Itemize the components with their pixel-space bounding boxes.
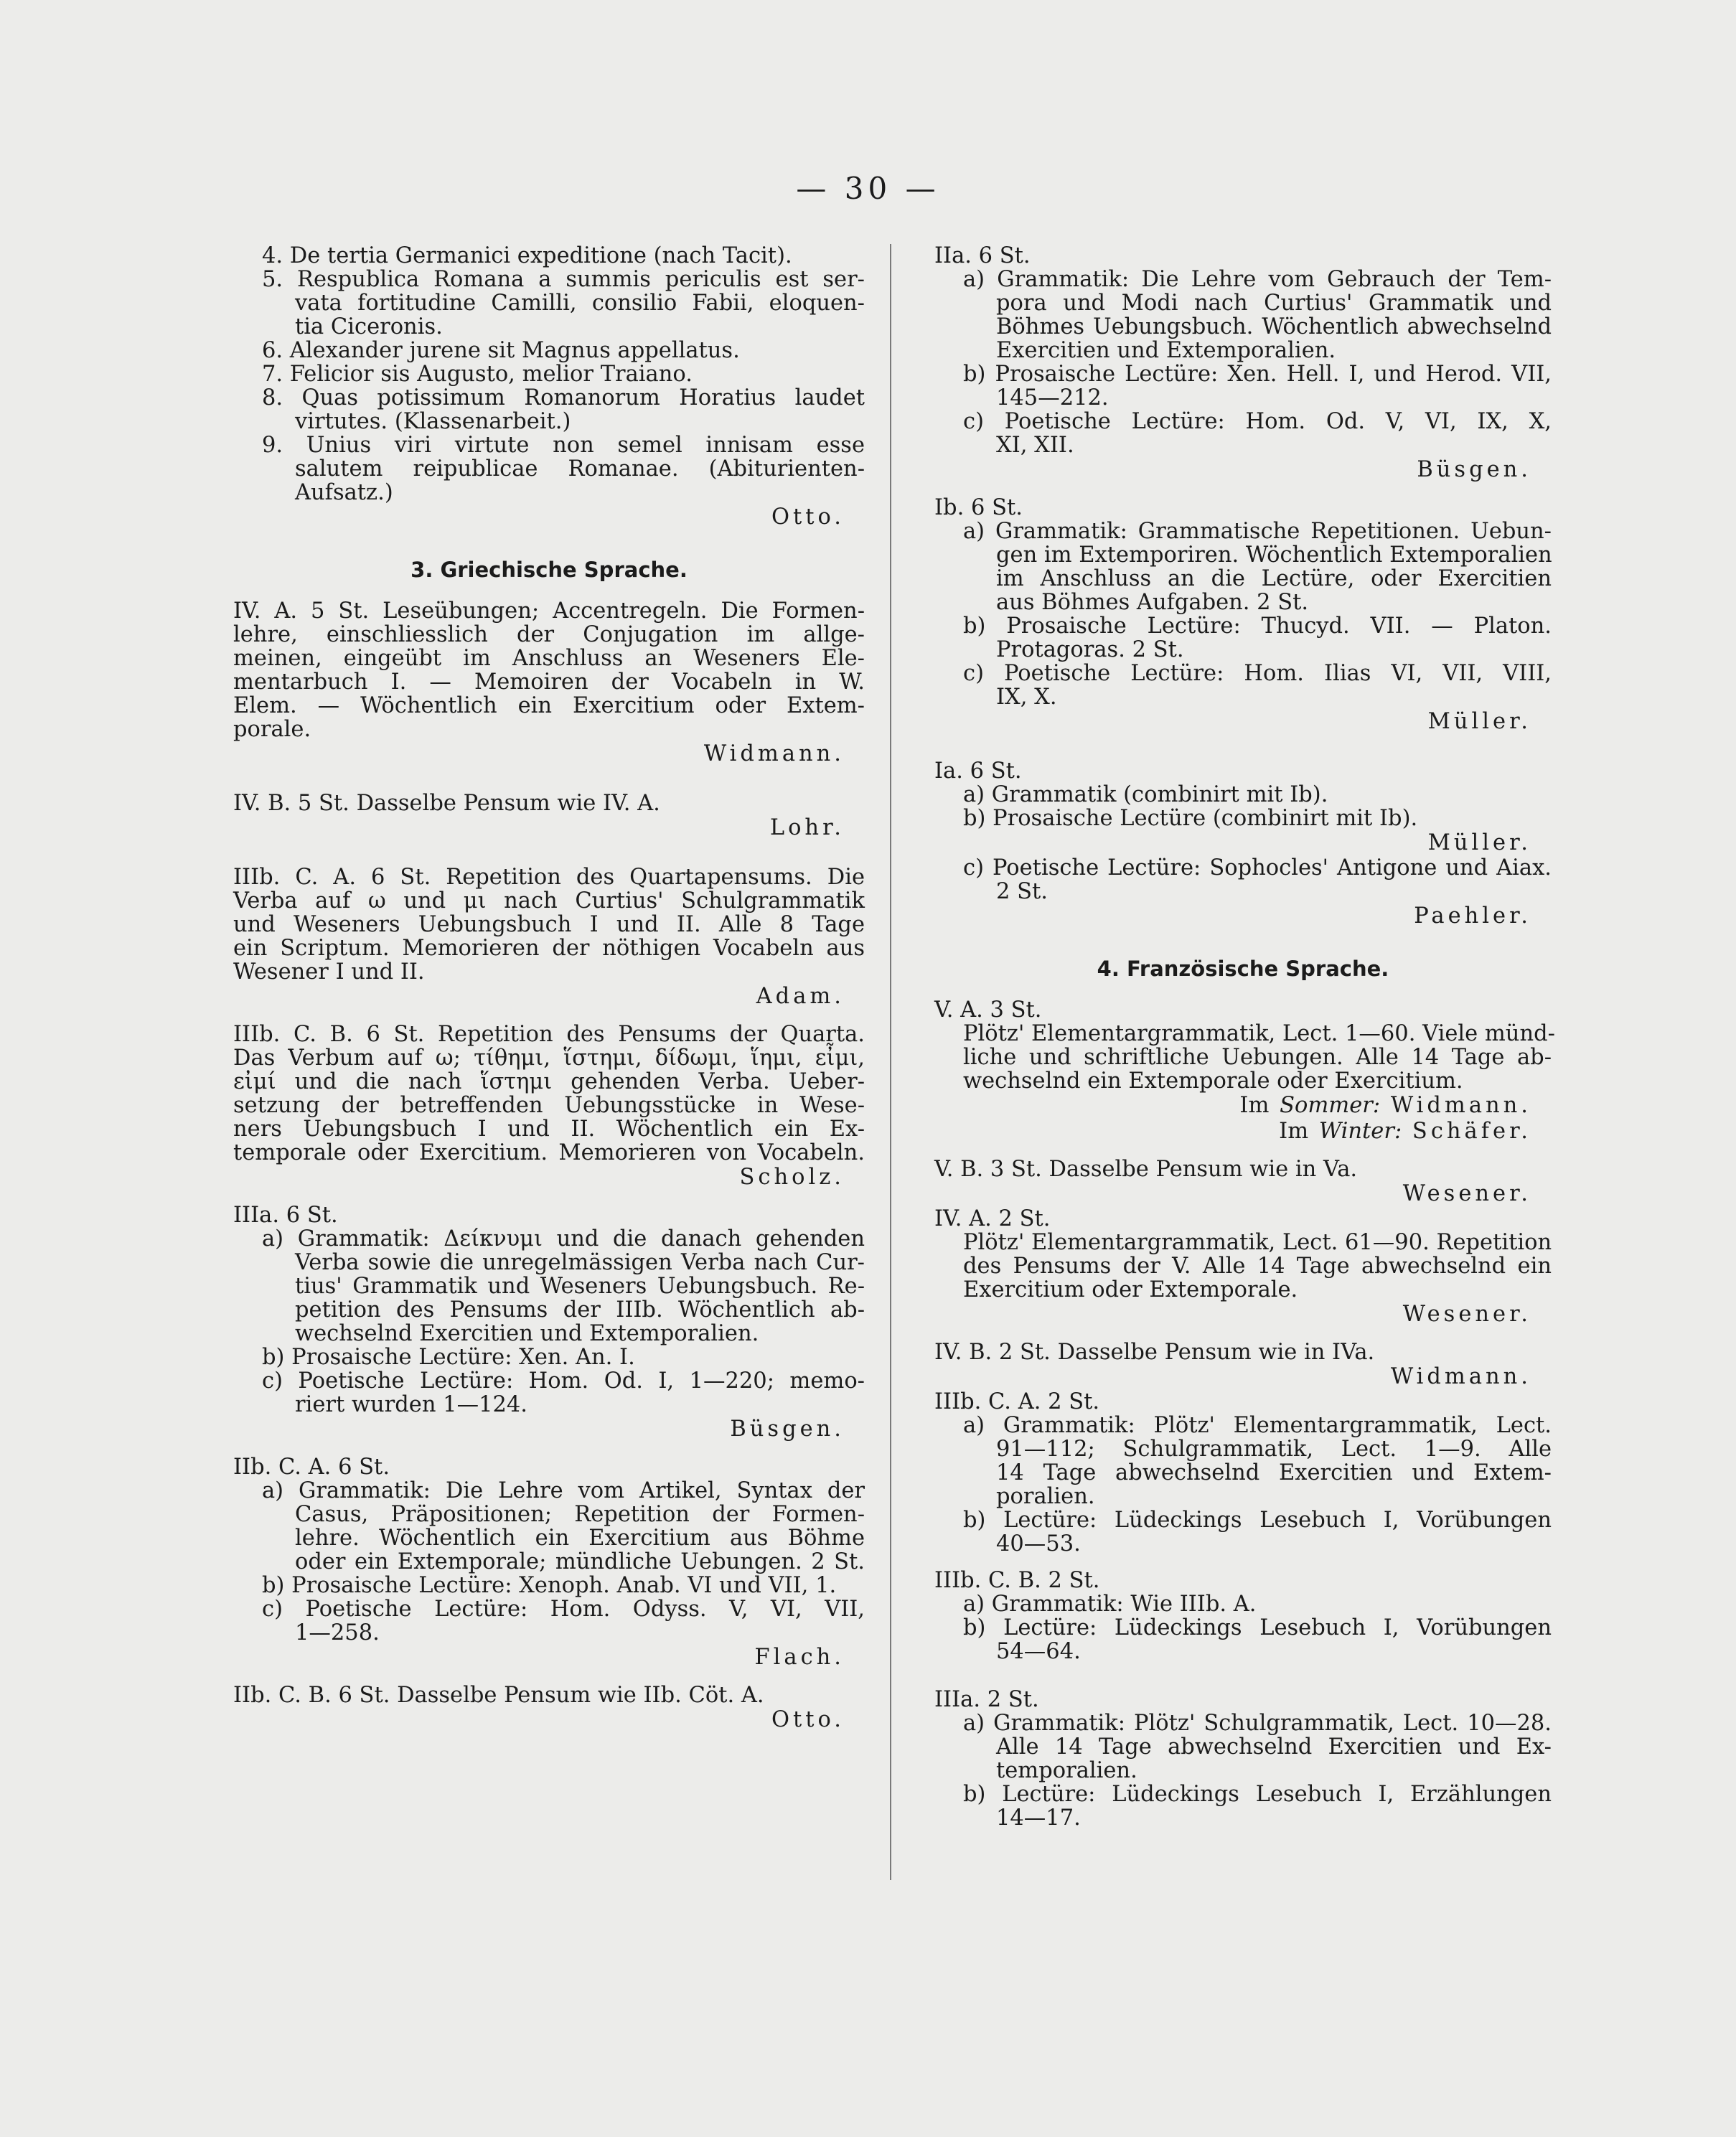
text-line: XI, XII. xyxy=(996,433,1074,458)
teacher-signature: Flach. xyxy=(754,1645,845,1670)
text-line: im Anschluss an die Lectüre, oder Exercitien xyxy=(996,566,1552,591)
text-line: a) Grammatik: Plötz' Elementargrammatik, Lect. xyxy=(963,1413,1552,1438)
greek-block xyxy=(233,599,865,767)
text-line: riert wurden 1—124. xyxy=(295,1392,527,1417)
text-line: a) Grammatik: Plötz' Schulgrammatik, Lect. 10—28. xyxy=(963,1711,1552,1736)
text-line: εἰμί und die nach ἵστημι gehenden Verba. Ueber- xyxy=(233,1069,865,1094)
text-line: IX, X. xyxy=(996,685,1057,710)
season-summer: Sommer: xyxy=(1280,1093,1381,1118)
text-line: IIIb. C. A. 6 St. Repetition des Quartapensums. Die xyxy=(233,865,865,890)
class-heading: IIIa. 6 St. xyxy=(233,1203,338,1228)
text-line: c) Poetische Lectüre: Hom. Od. I, 1—220; memo- xyxy=(262,1368,865,1394)
greek-block xyxy=(233,792,865,841)
teacher-signature: Wesener. xyxy=(1402,1302,1531,1327)
teacher-signature: Paehler. xyxy=(1414,903,1531,929)
text-line: poralien. xyxy=(996,1484,1095,1509)
class-heading: IIb. C. A. 6 St. xyxy=(233,1455,390,1480)
text-line: a) Grammatik: Die Lehre vom Gebrauch der Tem- xyxy=(963,267,1552,292)
text-line: a) Grammatik (combinirt mit Ib). xyxy=(963,782,1328,807)
latin-item-cont: vata fortitudine Camilli, consilio Fabii, eloquen- xyxy=(295,291,865,316)
text-line: 40—53. xyxy=(996,1531,1081,1556)
text-line: ners Uebungsbuch I und II. Wöchentlich ein Ex- xyxy=(233,1117,865,1142)
text-line: b) Lectüre: Lüdeckings Lesebuch I, Vorübungen xyxy=(963,1508,1552,1533)
greek-block-iib-ca xyxy=(233,1455,865,1671)
text-line: a) Grammatik: Grammatische Repetitionen. Uebun- xyxy=(963,519,1552,544)
class-heading: IIIa. 2 St. xyxy=(934,1687,1039,1712)
text-line: 1—258. xyxy=(295,1620,380,1645)
french-block-iiib-cb xyxy=(934,1569,1552,1663)
class-heading: IIIb. C. A. 2 St. xyxy=(934,1389,1100,1414)
text-line: setzung der betreffenden Uebungsstücke in Wese- xyxy=(233,1093,865,1118)
text-line: 2 St. xyxy=(996,879,1048,904)
text-line: temporale oder Exercitium. Memorieren von Vocabeln. xyxy=(233,1140,865,1165)
greek-block-ib xyxy=(934,496,1552,735)
class-heading: IV. A. 2 St. xyxy=(934,1206,1051,1231)
text-line: Alle 14 Tage abwechselnd Exercitien und Ex- xyxy=(996,1734,1552,1760)
class-heading: V. A. 3 St. xyxy=(934,997,1042,1023)
latin-item: 4. De tertia Germanici expeditione (nach Tacit). xyxy=(262,243,792,268)
teacher-signature: Scholz. xyxy=(739,1165,845,1190)
text-line: b) Prosaische Lectüre: Xen. An. I. xyxy=(262,1345,635,1370)
teacher-signature: Schäfer. xyxy=(1412,1119,1531,1144)
text-line: meinen, eingeübt im Anschluss an Weseners Ele- xyxy=(233,646,865,671)
text-line: b) Prosaische Lectüre: Thucyd. VII. — Platon. xyxy=(963,614,1552,639)
text-line: 91—112; Schulgrammatik, Lect. 1—9. Alle xyxy=(996,1437,1552,1462)
text-line: Casus, Präpositionen; Repetition der Formen- xyxy=(295,1502,865,1527)
text-line: Exercitien und Extemporalien. xyxy=(996,338,1336,363)
section-title-greek: 3. Griechische Sprache. xyxy=(410,558,688,582)
text-line: IIIb. C. B. 6 St. Repetition des Pensums der Quarta. xyxy=(233,1022,865,1047)
text-line: c) Poetische Lectüre: Sophocles' Antigone und Aiax. xyxy=(963,855,1552,880)
french-block-iva xyxy=(934,1207,1552,1328)
text-line: V. B. 3 St. Dasselbe Pensum wie in Va. xyxy=(934,1157,1358,1182)
text-line: Verba auf ω und μι nach Curtius' Schulgrammatik xyxy=(233,888,865,913)
text-line: Plötz' Elementargrammatik, Lect. 1—60. Viele münd- xyxy=(963,1021,1555,1046)
greek-block xyxy=(233,1023,865,1190)
text-line: Verba sowie die unregelmässigen Verba nach Cur- xyxy=(295,1250,865,1275)
latin-item: 8. Quas potissimum Romanorum Horatius laudet xyxy=(262,385,865,410)
greek-block-ia xyxy=(934,759,1552,929)
text-line: c) Poetische Lectüre: Hom. Ilias VI, VII, VIII, xyxy=(963,661,1552,686)
text-line: a) Grammatik: Δείκνυμι und die danach gehenden xyxy=(262,1226,865,1251)
teacher-signature: Widmann. xyxy=(1390,1093,1531,1118)
greek-block xyxy=(233,865,865,1010)
text-line: temporalien. xyxy=(996,1758,1137,1783)
text-line: b) Lectüre: Lüdeckings Lesebuch I, Vorübungen xyxy=(963,1615,1552,1640)
text-line: tius' Grammatik und Weseners Uebungsbuch. Re- xyxy=(295,1274,865,1299)
text-line: lehre. Wöchentlich ein Exercitium aus Böhme xyxy=(295,1526,865,1551)
teacher-signature: Lohr. xyxy=(769,815,845,840)
text-line: IV. A. 5 St. Leseübungen; Accentregeln. Die Formen- xyxy=(233,598,865,624)
winter-signature xyxy=(934,1119,1552,1145)
teacher-signature: Büsgen. xyxy=(730,1417,845,1442)
text-line: mentarbuch I. — Memoiren der Vocabeln in W. xyxy=(233,670,865,695)
text-line: und Weseners Uebungsbuch I und II. Alle 8 Tage xyxy=(233,912,865,937)
class-heading: IIIb. C. B. 2 St. xyxy=(934,1568,1100,1593)
text-line: b) Prosaische Lectüre: Xen. Hell. I, und Herod. VII, xyxy=(963,362,1552,387)
text-line: IV. B. 2 St. Dasselbe Pensum wie in IVa. xyxy=(934,1340,1375,1365)
class-heading: Ib. 6 St. xyxy=(934,495,1023,520)
teacher-signature: Büsgen. xyxy=(1417,457,1531,482)
french-block-iiia xyxy=(934,1688,1552,1830)
greek-block-iia xyxy=(934,244,1552,483)
latin-item-cont: tia Ciceronis. xyxy=(295,314,443,339)
latin-item: 9. Unius viri virtute non semel innisam esse xyxy=(262,433,865,458)
class-heading: Ia. 6 St. xyxy=(934,758,1022,784)
latin-item: 6. Alexander jurene sit Magnus appellatus. xyxy=(262,338,740,363)
greek-block-iiia xyxy=(233,1203,865,1442)
summer-signature xyxy=(934,1093,1552,1119)
text-line: a) Grammatik: Wie IIIb. A. xyxy=(963,1592,1257,1617)
text-line: 14 Tage abwechselnd Exercitien und Extem- xyxy=(996,1460,1552,1485)
column-divider xyxy=(890,244,891,1880)
text-line: b) Prosaische Lectüre: Xenoph. Anab. VI und VII, 1. xyxy=(262,1573,837,1598)
latin-item: 5. Respublica Romana a summis periculis est ser- xyxy=(262,267,865,292)
text-line: Wesener I und II. xyxy=(233,959,425,985)
right-column xyxy=(934,243,1555,1831)
text-line: lehre, einschliesslich der Conjugation im allge- xyxy=(233,622,865,647)
text-line: wechselnd Exercitien und Extemporalien. xyxy=(295,1321,759,1346)
text-line: petition des Pensums der IIIb. Wöchentlich ab- xyxy=(295,1297,865,1323)
text-line: a) Grammatik: Die Lehre vom Artikel, Syntax der xyxy=(262,1478,865,1503)
text-line: ein Scriptum. Memorieren der nöthigen Vocabeln aus xyxy=(233,936,865,961)
teacher-signature: Otto. xyxy=(771,504,845,530)
teacher-signature: Adam. xyxy=(756,984,845,1009)
text-line: Protagoras. 2 St. xyxy=(996,637,1184,662)
text-line: aus Böhmes Aufgaben. 2 St. xyxy=(996,590,1309,615)
text-line: Das Verbum auf ω; τίθημι, ἵστημι, δίδωμι, ἵημι, εἶμι, xyxy=(233,1046,865,1071)
text-line: b) Prosaische Lectüre (combinirt mit Ib). xyxy=(963,806,1418,831)
text-line: gen im Extemporiren. Wöchentlich Extemporalien xyxy=(996,543,1552,568)
latin-item-cont: salutem reipublicae Romanae. (Abiturienten- xyxy=(295,456,865,482)
text-line: 14—17. xyxy=(996,1805,1081,1831)
latin-essay-list xyxy=(233,244,865,530)
latin-item: 7. Felicior sis Augusto, melior Traiano. xyxy=(262,362,693,387)
latin-item-cont: virtutes. (Klassenarbeit.) xyxy=(295,409,571,434)
text-line: oder ein Extemporale; mündliche Uebungen. 2 St. xyxy=(295,1549,865,1574)
season-winter: Winter: xyxy=(1318,1119,1402,1144)
text-line: c) Poetische Lectüre: Hom. Odyss. V, VI, VII, xyxy=(262,1597,865,1622)
text-line: Plötz' Elementargrammatik, Lect. 61—90. Repetition xyxy=(963,1230,1552,1255)
text-line: liche und schriftliche Uebungen. Alle 14 Tage ab- xyxy=(963,1045,1552,1070)
latin-item-cont: Aufsatz.) xyxy=(295,480,393,505)
teacher-signature: Widmann. xyxy=(703,741,845,766)
text-line: Exercitium oder Extemporale. xyxy=(963,1277,1298,1302)
text-line: wechselnd ein Extemporale oder Exercitium. xyxy=(963,1068,1463,1094)
french-block-iiib-ca xyxy=(934,1390,1552,1556)
teacher-signature: Wesener. xyxy=(1402,1181,1531,1206)
teacher-signature: Müller. xyxy=(1427,830,1531,855)
french-block-ivb xyxy=(934,1340,1552,1390)
class-heading: IIa. 6 St. xyxy=(934,243,1031,268)
text-line: IV. B. 5 St. Dasselbe Pensum wie IV. A. xyxy=(233,791,660,816)
page-number: — 30 — xyxy=(796,171,940,206)
text-line: pora und Modi nach Curtius' Grammatik und xyxy=(996,291,1552,316)
text-line: porale. xyxy=(233,717,311,742)
im-label: Im xyxy=(1279,1119,1309,1144)
left-column xyxy=(233,244,865,1733)
text-line: 54—64. xyxy=(996,1639,1081,1664)
teacher-signature: Müller. xyxy=(1427,709,1531,734)
teacher-signature: Widmann. xyxy=(1390,1364,1531,1389)
text-line: 145—212. xyxy=(996,385,1109,410)
text-line: Elem. — Wöchentlich ein Exercitium oder Extem- xyxy=(233,693,865,718)
text-line: des Pensums der V. Alle 14 Tage abwechselnd ein xyxy=(963,1254,1552,1279)
greek-block-iib-cb xyxy=(233,1683,865,1733)
text-line: b) Lectüre: Lüdeckings Lesebuch I, Erzählungen xyxy=(963,1782,1552,1807)
teacher-signature: Otto. xyxy=(771,1707,845,1732)
section-title-french: 4. Französische Sprache. xyxy=(1097,957,1389,981)
french-block-va xyxy=(934,997,1555,1145)
french-block-vb xyxy=(934,1157,1552,1207)
text-line: IIb. C. B. 6 St. Dasselbe Pensum wie IIb. Cöt. A. xyxy=(233,1683,764,1708)
text-line: c) Poetische Lectüre: Hom. Od. V, VI, IX, X, xyxy=(963,409,1552,434)
im-label: Im xyxy=(1239,1093,1270,1118)
text-line: Böhmes Uebungsbuch. Wöchentlich abwechselnd xyxy=(996,314,1552,339)
